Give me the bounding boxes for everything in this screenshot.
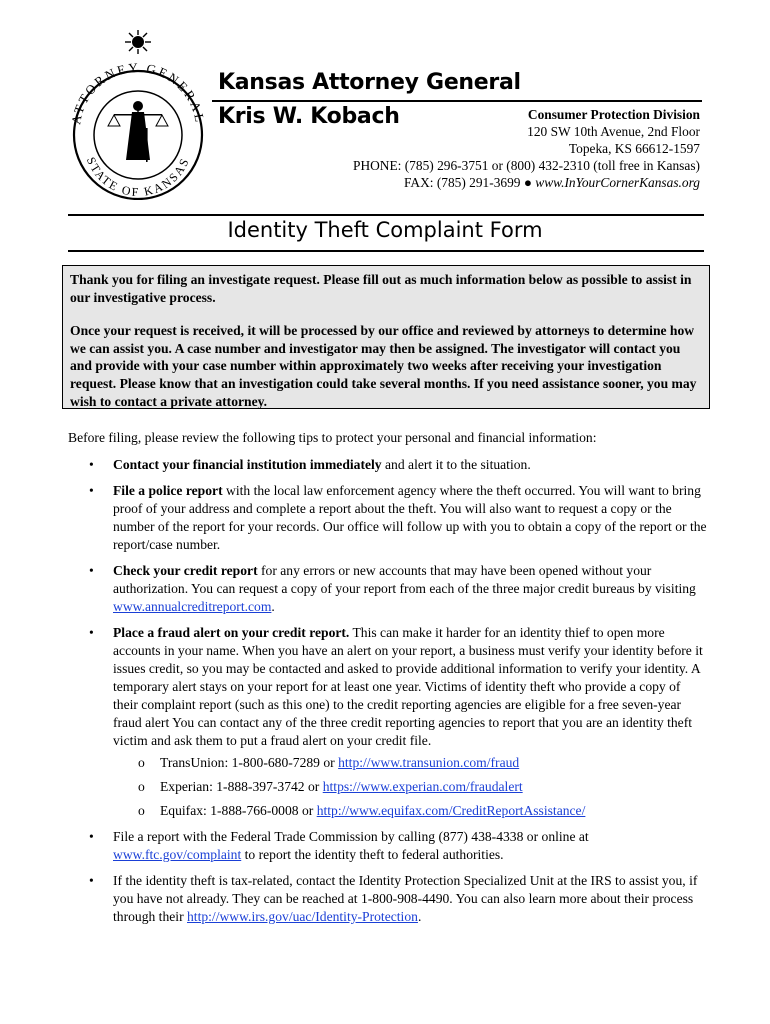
tip-heading: Check your credit report — [113, 563, 258, 578]
fax-line — [353, 174, 700, 191]
transunion-link[interactable]: http://www.transunion.com/fraud — [338, 755, 520, 770]
bullet-icon: • — [89, 829, 94, 844]
notice-box — [62, 265, 710, 409]
bureau-equifax — [113, 802, 708, 820]
bullet-icon: • — [89, 563, 94, 578]
bureau-text: Experian: 1-888-397-3742 or — [160, 779, 323, 794]
bullet-icon: • — [89, 625, 94, 640]
attorney-general-seal-icon — [58, 30, 218, 200]
agency-title: Kansas Attorney General — [218, 70, 521, 95]
list-item — [68, 562, 708, 616]
header-divider — [212, 100, 702, 102]
title-top-rule — [68, 214, 704, 216]
list-item — [68, 456, 708, 474]
tips-list — [68, 456, 708, 934]
contact-block — [353, 106, 700, 191]
address-line-1: 120 SW 10th Avenue, 2nd Floor — [527, 124, 700, 139]
list-item — [68, 482, 708, 554]
website-link[interactable]: www.InYourCornerKansas.org — [535, 175, 700, 190]
intro-text: Before filing, please review the following tips to protect your personal and financial information: — [68, 430, 597, 445]
tip-text-end: . — [271, 599, 275, 614]
equifax-link[interactable]: http://www.equifax.com/CreditReportAssistance/ — [316, 803, 586, 818]
circle-bullet-icon: o — [138, 779, 145, 794]
form-title: Identity Theft Complaint Form — [227, 218, 543, 242]
list-item — [68, 872, 708, 926]
svg-text:STATE OF KANSAS: STATE OF KANSAS — [83, 154, 193, 200]
circle-bullet-icon: o — [138, 803, 145, 818]
experian-link[interactable]: https://www.experian.com/fraudalert — [322, 779, 523, 794]
address-line-2: Topeka, KS 66612-1597 — [568, 141, 700, 156]
circle-bullet-icon: o — [138, 755, 145, 770]
bureau-text: Equifax: 1-888-766-0008 or — [160, 803, 317, 818]
tip-text: If the identity theft is tax-related, contact the Identity Protection Specialized Unit at the IRS to assist you, if you have not already. They can be reached at 1-800-908-4490. You can also learn more about their process through their — [113, 873, 698, 924]
tip-text: with the local law enforcement agency where the theft occurred. You will want to bring proof of your address and complete a report about the theft. You will also want to request a copy or the number of the report for your records. Our office will follow up with you to obtain a copy of the report or the report/case number. — [113, 483, 707, 552]
bureau-experian — [113, 778, 708, 796]
tip-text-end: . — [417, 909, 422, 924]
notice-paragraph-2: Once your request is received, it will be processed by our office and reviewed by attorneys to determine how we can assist you. A case number and investigator may then be assigned. The investigator will contact you and provide with your case number within approximately two weeks after receiving your investigation request. Please know that an investigation could take several months. If you need assistance sooner, you may wish to contact a private attorney. — [70, 323, 697, 409]
tip-text-end: to report the identity theft to federal authorities. — [241, 847, 504, 862]
irs-identity-protection-link[interactable]: http://www.irs.gov/uac/Identity-Protection — [187, 909, 418, 924]
credit-bureau-list — [113, 754, 708, 820]
bullet-icon: • — [89, 457, 94, 472]
tip-text: This can make it harder for an identity thief to open more accounts in your name. When you have an alert on your report, a business must verify your identity before it issues credit, so you may be contacted and asked to provide additional information to verify your identity. A temporary alert stays on your report for at least one year. Victims of identity theft who provide a copy of their complaint report (such as this one) to the credit reporting agencies are eligible for a free seven-year fraud alert You can contact any of the three credit reporting agencies to report that you are an identity theft victim and ask them to put a fraud alert on your credit file. — [113, 625, 703, 748]
bureau-text: TransUnion: 1-800-680-7289 or — [160, 755, 339, 770]
list-item — [68, 624, 708, 820]
ftc-complaint-link[interactable]: www.ftc.gov/complaint — [113, 847, 242, 862]
tip-heading: File a police report — [113, 483, 223, 498]
division-name: Consumer Protection Division — [527, 107, 700, 122]
title-bottom-rule — [68, 250, 704, 252]
bullet-icon: • — [89, 483, 94, 498]
tip-text: for any errors or new accounts that may have been opened without your authorization. You can request a copy of your report from each of the three major credit bureaus by visiting — [113, 563, 696, 596]
tip-heading: Place a fraud alert on your credit report. — [113, 625, 350, 640]
list-item — [68, 828, 708, 864]
fax-text: FAX: (785) 291-3699 ● — [403, 175, 532, 190]
attorney-general-name: Kris W. Kobach — [218, 104, 400, 129]
bullet-icon: • — [89, 873, 94, 888]
annualcreditreport-link[interactable]: www.annualcreditreport.com — [113, 599, 272, 614]
notice-paragraph-1: Thank you for filing an investigate request. Please fill out as much information below as possible to assist in our investigative process. — [70, 272, 692, 305]
phone-line: PHONE: (785) 296-3751 or (800) 432-2310 (toll free in Kansas) — [353, 158, 700, 173]
tip-heading: Contact your financial institution immediately — [113, 457, 382, 472]
svg-text:ATTORNEY GENERAL: ATTORNEY GENERAL — [68, 59, 208, 126]
tip-text: File a report with the Federal Trade Commission by calling (877) 438-4338 or online at — [113, 829, 589, 844]
bureau-transunion — [113, 754, 708, 772]
tip-text: and alert it to the situation. — [381, 457, 531, 472]
